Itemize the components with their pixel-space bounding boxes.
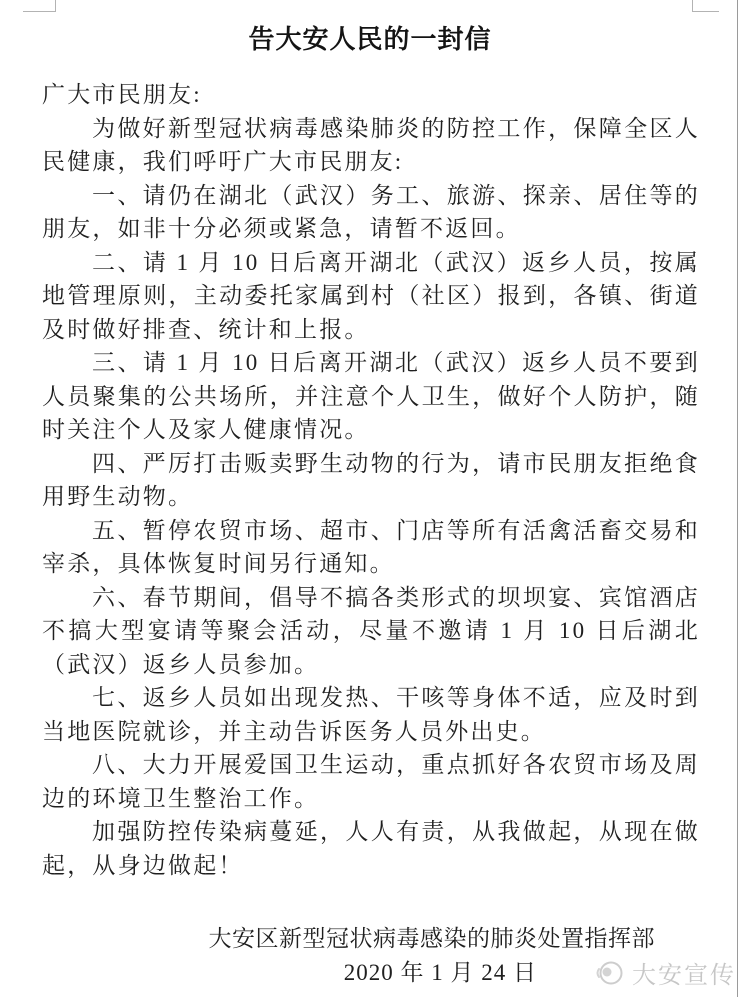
paragraph-item-3: 三、请 1 月 10 日后离开湖北（武汉）返乡人员不要到人员聚集的公共场所，并注意个人卫生，做好个人防护，随时关注个人及家人健康情况。 [42, 350, 700, 442]
text-boundary-mark-top-right-vertical [692, 0, 693, 11]
watermark-label: 大安宣传 [632, 962, 736, 989]
paragraph-item-6: 六、春节期间，倡导不搞各类形式的坝坝宴、宾馆酒店不搞大型宴请等聚会活动，尽量不邀请 1 月 10 日后湖北（武汉）返乡人员参加。 [42, 584, 700, 677]
scan-edge-line [737, 0, 738, 997]
da-an-xuanchuan-logo-icon [595, 959, 625, 987]
closing-paragraph: 加强防控传染病蔓延，人人有责，从我做起，从现在做起，从身边做起！ [42, 819, 700, 878]
text-boundary-mark-top-left-vertical [55, 0, 56, 11]
text-boundary-mark-top-left-horizontal [23, 11, 56, 12]
salutation: 广大市民朋友: [42, 82, 202, 107]
paragraph-item-4: 四、严厉打击贩卖野生动物的行为，请市民朋友拒绝食用野生动物。 [42, 450, 700, 509]
paragraph-item-7: 七、返乡人员如出现发热、干咳等身体不适，应及时到当地医院就诊，并主动告诉医务人员外出史。 [42, 685, 700, 744]
paragraph-item-1: 一、请仍在湖北（武汉）务工、旅游、探亲、居住等的朋友，如非十分必须或紧急，请暂不返回。 [42, 182, 700, 241]
intro-paragraph: 为做好新型冠状病毒感染肺炎的防控工作，保障全区人民健康，我们呼吁广大市民朋友: [42, 115, 700, 174]
paragraph-item-8: 八、大力开展爱国卫生运动，重点抓好各农贸市场及周边的环境卫生整治工作。 [42, 752, 700, 811]
date: 2020 年 1 月 24 日 [343, 959, 537, 985]
publisher-watermark [595, 955, 736, 990]
page-title: 告大安人民的一封信 [248, 24, 492, 54]
letter-body [0, 56, 740, 989]
signature: 大安区新型冠状病毒感染的肺炎处置指挥部 [208, 926, 655, 951]
text-boundary-mark-top-right-horizontal [692, 11, 719, 12]
paragraph-item-2: 二、请 1 月 10 日后离开湖北（武汉）返乡人员，按属地管理原则，主动委托家属到村（社区）报到，各镇、街道及时做好排查、统计和上报。 [42, 249, 700, 342]
paragraph-item-5: 五、暂停农贸市场、超市、门店等所有活禽活畜交易和宰杀，具体恢复时间另行通知。 [42, 517, 700, 576]
